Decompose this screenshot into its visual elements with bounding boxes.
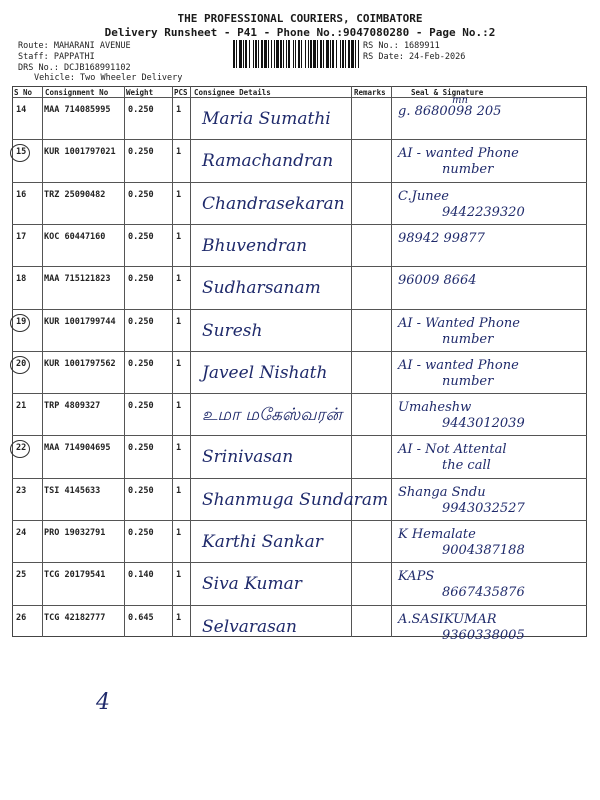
barcode-bar bbox=[308, 40, 309, 68]
runsheet-subtitle: Delivery Runsheet - P41 - Phone No.:9047080280 - Page No.:2 bbox=[104, 26, 496, 39]
consignee-name: Bhuvendran bbox=[202, 235, 308, 256]
serial-number: 26 bbox=[16, 612, 27, 623]
row-divider bbox=[12, 393, 587, 394]
barcode-bar bbox=[268, 40, 269, 68]
pieces-count: 1 bbox=[176, 443, 182, 454]
weight-value: 0.250 bbox=[128, 316, 154, 327]
consignee-name: Srinivasan bbox=[202, 447, 294, 468]
consignment-number: KOC 60447160 bbox=[44, 231, 106, 242]
signature: Shanga Sndu bbox=[398, 484, 486, 500]
route-label: Route: MAHARANI AVENUE bbox=[18, 41, 131, 51]
pieces-count: 1 bbox=[176, 485, 182, 496]
signature: g. 8680098 205 bbox=[398, 104, 502, 119]
pieces-count: 1 bbox=[176, 231, 182, 242]
weight-value: 0.140 bbox=[128, 570, 154, 581]
barcode-bar bbox=[288, 40, 290, 68]
row-divider bbox=[12, 478, 587, 479]
barcode-bar bbox=[326, 40, 329, 68]
signature: 98942 99877 bbox=[398, 230, 485, 246]
weight-value: 0.250 bbox=[128, 231, 154, 242]
pieces-count: 1 bbox=[176, 570, 182, 581]
weight-value: 0.250 bbox=[128, 147, 154, 158]
pieces-count: 1 bbox=[176, 189, 182, 200]
barcode-bar bbox=[276, 40, 279, 68]
barcode-bar bbox=[249, 40, 250, 68]
delivery-table bbox=[12, 86, 587, 643]
signature: Umaheshw bbox=[398, 400, 472, 416]
column-header: Consignee Details bbox=[194, 88, 271, 97]
column-header: Remarks bbox=[354, 88, 386, 97]
consignee-name: Maria Sumathi bbox=[202, 109, 331, 129]
pieces-count: 1 bbox=[176, 358, 182, 369]
barcode-bar bbox=[305, 40, 306, 68]
row-divider bbox=[12, 435, 587, 436]
serial-circle-mark bbox=[10, 314, 30, 332]
serial-number: 22 bbox=[16, 443, 27, 454]
signature: KAPS bbox=[398, 569, 435, 585]
weight-value: 0.250 bbox=[128, 105, 154, 115]
column-header: Seal & Signature bbox=[411, 88, 484, 97]
serial-number: 25 bbox=[16, 570, 27, 581]
weight-value: 0.645 bbox=[128, 612, 154, 623]
signature: AI - Not Attental bbox=[398, 442, 507, 458]
barcode-bar bbox=[345, 40, 346, 68]
barcode-bar bbox=[355, 40, 356, 68]
row-divider bbox=[12, 562, 587, 563]
barcode-bar bbox=[295, 40, 296, 68]
column-header: Consignment No bbox=[45, 88, 109, 97]
signature: K Hemalate bbox=[398, 527, 476, 542]
serial-number: 18 bbox=[16, 274, 27, 285]
column-divider bbox=[172, 86, 173, 637]
row-divider bbox=[12, 605, 587, 606]
consignment-number: MAA 715121823 bbox=[44, 274, 111, 285]
column-divider bbox=[124, 86, 125, 637]
pieces-count: 1 bbox=[176, 612, 182, 623]
serial-number: 17 bbox=[16, 231, 27, 242]
consignment-number: MAA 714904695 bbox=[44, 443, 111, 454]
staff-label: Staff: PAPPATHI bbox=[18, 52, 95, 62]
barcode-bar bbox=[274, 40, 275, 68]
serial-number: 15 bbox=[16, 147, 27, 158]
header-divider bbox=[12, 97, 587, 98]
barcode-bar bbox=[243, 40, 244, 68]
barcode-bar bbox=[286, 40, 287, 68]
column-divider bbox=[190, 86, 191, 637]
barcode-bar bbox=[313, 40, 316, 68]
column-divider bbox=[391, 86, 392, 637]
barcode-bar bbox=[340, 40, 341, 68]
barcode-bar bbox=[280, 40, 282, 68]
pieces-count: 1 bbox=[176, 316, 182, 327]
consignee-name: Karthi Sankar bbox=[202, 532, 323, 552]
barcode-bar bbox=[310, 40, 312, 68]
consignee-name: Javeel Nishath bbox=[202, 362, 328, 383]
consignee-name: Suresh bbox=[202, 320, 263, 341]
consignment-number: TSI 4145633 bbox=[44, 485, 101, 496]
barcode-bar bbox=[336, 40, 337, 68]
barcode-bar bbox=[239, 40, 242, 68]
row-divider bbox=[12, 182, 587, 183]
signature: A.SASIKUMAR bbox=[398, 611, 497, 627]
barcode-bar bbox=[261, 40, 263, 68]
barcode-bar bbox=[271, 40, 272, 68]
row-divider bbox=[12, 520, 587, 521]
column-header: PCS bbox=[174, 88, 188, 97]
weight-value: 0.250 bbox=[128, 358, 154, 369]
consignee-name: Chandrasekaran bbox=[202, 193, 345, 214]
consignment-number: PRO 19032791 bbox=[44, 528, 106, 538]
consignment-number: TCG 20179541 bbox=[44, 570, 106, 581]
signature-line2: the call bbox=[442, 458, 491, 474]
rs-date: RS Date: 24-Feb-2026 bbox=[363, 52, 466, 62]
barcode-bar bbox=[233, 40, 235, 68]
row-divider bbox=[12, 266, 587, 267]
serial-circle-mark bbox=[10, 356, 30, 374]
signature-line2: 9004387188 bbox=[442, 543, 525, 558]
barcode-bar bbox=[253, 40, 254, 68]
signature-line2: number bbox=[442, 331, 494, 347]
signature-line2: 8667435876 bbox=[442, 585, 525, 601]
barcode-bar bbox=[301, 40, 302, 68]
signature: AI - wanted Phone bbox=[398, 146, 519, 162]
consignment-number: KUR 1001797021 bbox=[44, 147, 116, 158]
signature-line2: number bbox=[442, 373, 494, 389]
row-divider bbox=[12, 309, 587, 310]
barcode-bar bbox=[255, 40, 257, 68]
consignee-name: Sudharsanam bbox=[202, 278, 321, 299]
signature-line2: 9360338005 bbox=[442, 627, 525, 643]
consignment-number: KUR 1001797562 bbox=[44, 358, 116, 369]
barcode-bar bbox=[351, 40, 354, 68]
column-header: S No bbox=[14, 88, 33, 97]
consignee-name: உமா மகேஸ்வரன் bbox=[202, 405, 342, 426]
serial-number: 20 bbox=[16, 358, 27, 369]
column-header: Weight bbox=[126, 88, 154, 97]
meta-left bbox=[18, 41, 131, 74]
weight-value: 0.250 bbox=[128, 401, 154, 412]
signature-line2: 9943032527 bbox=[442, 500, 525, 516]
signature-line2: 9442239320 bbox=[442, 204, 525, 220]
signature-line2: 9443012039 bbox=[442, 416, 525, 432]
barcode-bar bbox=[283, 40, 284, 68]
row-divider bbox=[12, 139, 587, 140]
barcode-bar bbox=[317, 40, 318, 68]
barcode-bar bbox=[348, 40, 350, 68]
meta-right bbox=[363, 41, 465, 63]
barcode-bar bbox=[332, 40, 334, 68]
consignment-number: TCG 42182777 bbox=[44, 612, 106, 623]
consignee-name: Siva Kumar bbox=[202, 574, 302, 595]
barcode-bar bbox=[330, 40, 331, 68]
barcode-bar bbox=[320, 40, 322, 68]
vehicle-label: Vehicle: Two Wheeler Delivery bbox=[34, 73, 183, 83]
column-divider bbox=[42, 86, 43, 637]
serial-number: 14 bbox=[16, 105, 27, 115]
pieces-count: 1 bbox=[176, 528, 182, 538]
consignee-name: Shanmuga Sundaram bbox=[202, 489, 389, 510]
drs-label: DRS No.: DCJB168991102 bbox=[18, 63, 131, 73]
signature: 96009 8664 bbox=[398, 273, 477, 289]
signature-top: mn bbox=[452, 95, 468, 106]
barcode-bar bbox=[236, 40, 237, 68]
pieces-count: 1 bbox=[176, 274, 182, 285]
barcode-bar bbox=[323, 40, 324, 68]
footer-note: 4 bbox=[96, 690, 110, 715]
row-divider bbox=[12, 351, 587, 352]
row-divider bbox=[12, 224, 587, 225]
signature: AI - Wanted Phone bbox=[398, 315, 520, 331]
rs-number: RS No.: 1689911 bbox=[363, 41, 440, 51]
consignee-name: Selvarasan bbox=[202, 616, 297, 637]
signature-line2: number bbox=[442, 162, 494, 178]
consignment-number: KUR 1001799744 bbox=[44, 316, 116, 327]
serial-number: 24 bbox=[16, 528, 27, 538]
pieces-count: 1 bbox=[176, 105, 182, 115]
consignment-number: TRZ 25090482 bbox=[44, 189, 106, 200]
barcode-bar bbox=[264, 40, 267, 68]
consignment-number: MAA 714085995 bbox=[44, 105, 111, 115]
barcode-bar bbox=[298, 40, 300, 68]
weight-value: 0.250 bbox=[128, 528, 154, 538]
barcode bbox=[233, 40, 359, 68]
barcode-bar bbox=[293, 40, 294, 68]
pieces-count: 1 bbox=[176, 147, 182, 158]
signature: AI - wanted Phone bbox=[398, 357, 519, 373]
serial-number: 23 bbox=[16, 485, 27, 496]
pieces-count: 1 bbox=[176, 401, 182, 412]
barcode-bar bbox=[245, 40, 247, 68]
barcode-bar bbox=[258, 40, 259, 68]
weight-value: 0.250 bbox=[128, 189, 154, 200]
barcode-bar bbox=[342, 40, 344, 68]
barcode-bar bbox=[358, 40, 359, 68]
serial-number: 16 bbox=[16, 189, 27, 200]
serial-number: 21 bbox=[16, 401, 27, 412]
consignee-name: Ramachandran bbox=[202, 151, 334, 172]
consignment-number: TRP 4809327 bbox=[44, 401, 101, 412]
company-title: THE PROFESSIONAL COURIERS, COIMBATORE bbox=[177, 12, 423, 25]
weight-value: 0.250 bbox=[128, 443, 154, 454]
weight-value: 0.250 bbox=[128, 274, 154, 285]
signature: C.Junee bbox=[398, 188, 449, 204]
serial-number: 19 bbox=[16, 316, 27, 327]
column-divider bbox=[351, 86, 352, 637]
weight-value: 0.250 bbox=[128, 485, 154, 496]
